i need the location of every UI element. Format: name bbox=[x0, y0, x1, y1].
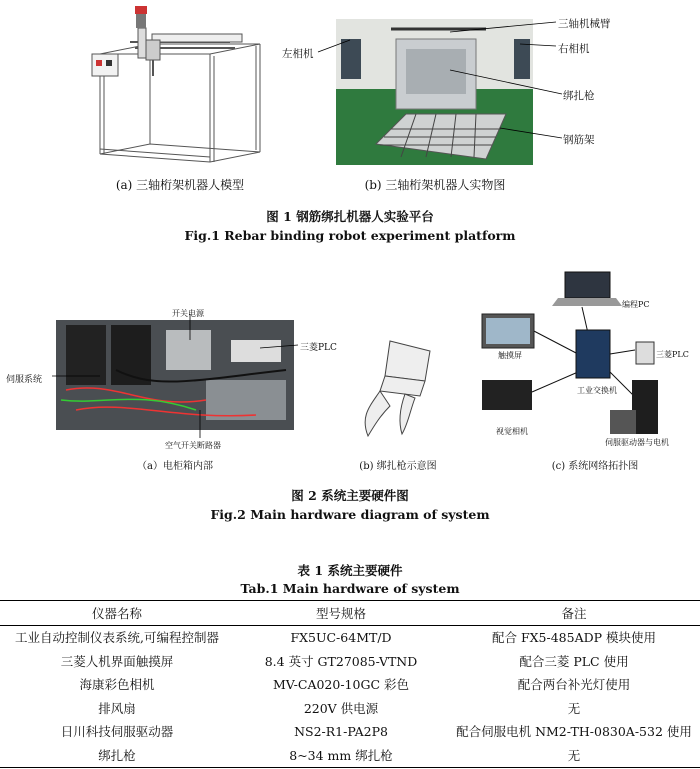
table-row bbox=[0, 720, 700, 744]
table-cell: 配合 FX5-485ADP 模块使用 bbox=[491, 630, 656, 646]
table-row bbox=[0, 696, 700, 720]
table-cell: 配合两台补光灯使用 bbox=[517, 677, 631, 693]
hardware-table bbox=[0, 600, 700, 768]
table-cell: 配合伺服电机 NM2-TH-0830A-532 使用 bbox=[456, 724, 692, 740]
figure2-caption-a: （a）电柜箱内部 bbox=[137, 461, 213, 472]
table-row bbox=[0, 743, 700, 767]
table-cell: 工业自动控制仪表系统,可编程控制器 bbox=[15, 630, 219, 646]
label-three-axis-arm: 三轴机械臂 bbox=[558, 18, 611, 30]
table-row bbox=[0, 673, 700, 697]
label-vision-camera: 视觉相机 bbox=[496, 427, 528, 436]
label-programming-pc: 编程PC bbox=[622, 300, 650, 309]
figure1-caption-b: (b) 三轴桁架机器人实物图 bbox=[364, 178, 506, 192]
label-industrial-switch: 工业交换机 bbox=[577, 386, 617, 395]
table-cell: MV-CA020-10GC 彩色 bbox=[272, 677, 409, 693]
table-cell: 无 bbox=[448, 743, 700, 767]
figure1-caption-a: (a) 三轴桁架机器人模型 bbox=[115, 178, 245, 192]
table-cell: NS2-R1-PA2P8 bbox=[294, 723, 388, 739]
table-cell: 日川科技伺服驱动器 bbox=[60, 724, 174, 740]
table-cell: 配合三菱 PLC 使用 bbox=[519, 653, 629, 669]
label-binding-gun: 绑扎枪 bbox=[563, 90, 595, 102]
label-power-switch: 开关电源 bbox=[172, 309, 204, 318]
table-header-row bbox=[0, 601, 700, 626]
label-mitsubishi-plc-a: 三菱PLC bbox=[300, 343, 337, 353]
figure1-title-cn: 图 1 钢筋绑扎机器人实验平台 bbox=[266, 209, 434, 224]
figure2-title-cn: 图 2 系统主要硬件图 bbox=[291, 488, 409, 503]
label-servo-system: 伺服系统 bbox=[6, 375, 43, 385]
table-cell: 绑扎枪 bbox=[0, 743, 234, 767]
table-cell: 三菱人机界面触摸屏 bbox=[60, 653, 174, 669]
label-touch-screen: 触摸屏 bbox=[498, 351, 522, 360]
label-air-breaker: 空气开关断路器 bbox=[165, 441, 221, 450]
table-header-cell: 备注 bbox=[448, 601, 700, 626]
table-cell: 8.4 英寸 GT27085-VTND bbox=[264, 653, 418, 669]
label-rebar-frame: 钢筋架 bbox=[563, 134, 595, 146]
figure1-leader-lines bbox=[300, 10, 570, 150]
label-mitsubishi-plc-c: 三菱PLC bbox=[656, 350, 689, 359]
figure2-caption-b: (b) 绑扎枪示意图 bbox=[359, 461, 437, 472]
figure2a-leader-lines bbox=[40, 300, 310, 445]
table-row bbox=[0, 649, 700, 673]
binding-gun-sketch bbox=[350, 336, 440, 444]
figure2-caption-c: (c) 系统网络拓扑图 bbox=[551, 461, 639, 472]
table-cell: 无 bbox=[567, 700, 581, 716]
table-header-cell: 仪器名称 bbox=[0, 601, 234, 626]
table-cell: 220V 供电源 bbox=[303, 700, 379, 716]
table-cell: 8~34 mm 绑扎枪 bbox=[234, 743, 448, 767]
label-servo-driver-motor: 伺服驱动器与电机 bbox=[605, 438, 669, 447]
label-right-camera: 右相机 bbox=[558, 43, 590, 55]
gantry-robot-model-drawing bbox=[80, 4, 270, 172]
figure1-title-en: Fig.1 Rebar binding robot experiment platform bbox=[184, 228, 516, 243]
table-cell: 海康彩色相机 bbox=[79, 677, 155, 693]
table1-title-en: Tab.1 Main hardware of system bbox=[240, 581, 460, 596]
label-left-camera: 左相机 bbox=[282, 48, 314, 60]
table-header-cell: 型号规格 bbox=[234, 601, 448, 626]
figure2-title-en: Fig.2 Main hardware diagram of system bbox=[210, 507, 490, 522]
table-cell: 排风扇 bbox=[98, 700, 136, 716]
table-row bbox=[0, 625, 700, 649]
table-cell: FX5UC-64MT/D bbox=[290, 629, 392, 645]
table1-title-cn: 表 1 系统主要硬件 bbox=[297, 563, 403, 578]
